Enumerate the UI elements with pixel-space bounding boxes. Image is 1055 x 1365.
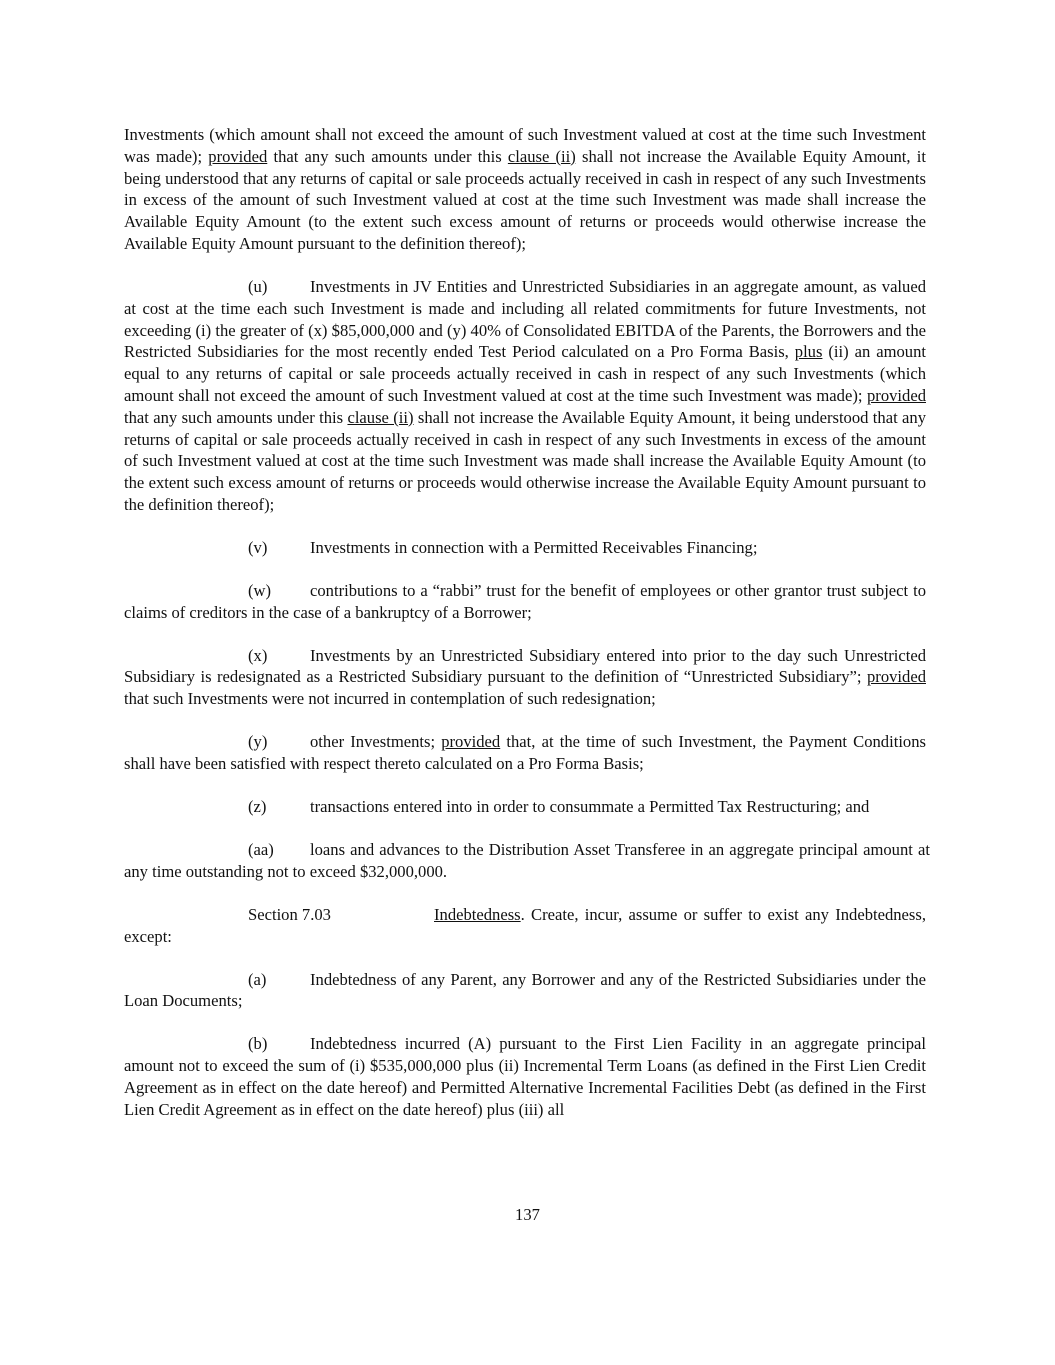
clause-label: (v)	[248, 537, 268, 557]
clause-label: (b)	[248, 1034, 268, 1054]
clause-label: (z)	[248, 797, 267, 817]
clause-w: (w) contributions to a “rabbi” trust for the benefit of employees or other grantor trust subject to claims of creditors in the case of a bankruptcy of a Borrower;	[124, 580, 926, 622]
clause-aa: (aa) loans and advances to the Distribution Asset Transferee in an aggregate principal amount at any time outstanding not to exceed $32,000,000.	[124, 840, 930, 881]
clause-u: (u) Investments in JV Entities and Unrestricted Subsidiaries in an aggregate amount, as valued at cost at the time each such Investment is made and including all related commitments for future Investments, not exceeding (i) the greater of (x) $85,000,000 and (y) 40% of Consolidated EBITDA of the Parents, the Borrowers and the Restricted Subsidiaries for the most recently ended Test Period calculated on a Pro Forma Basis, plus (ii) an amount equal to any returns of capital or sale proceeds actually received in cash in respect of any such Investments (which amount shall not exceed the amount of such Investment valued at cost at the time such Investment was made); provided that any such amounts under this clause (ii) shall not increase the Available Equity Amount, it being understood that any returns of capital or sale proceeds actually received in cash in respect of any such Investments in excess of the amount of such Investment valued at cost at the time such Investment was made shall increase the Available Equity Amount (to the extent such excess amount of returns or proceeds would otherwise increase the Available Equity Amount pursuant to the definition thereof);	[124, 276, 927, 514]
clause-label: (x)	[248, 645, 268, 665]
paragraph-continuation: Investments (which amount shall not exceed the amount of such Investment valued at cost at the time such Investment was made); provided that any such amounts under this clause (ii) shall not increase the Available Equity Amount, it being understood that any returns of capital or sale proceeds actually received in cash in respect of any such Investments in excess of the amount of such Investment valued at cost at the time such Investment was made shall increase the Available Equity Amount (to the extent such excess amount of returns or proceeds would otherwise increase the Available Equity Amount pursuant to the definition thereof);	[124, 125, 926, 253]
clause-x: (x) Investments by an Unrestricted Subsidiary entered into prior to the day such Unrestricted Subsidiary is redesignated as a Restricted Subsidiary pursuant to the definition of “Unrestricted Subsidiary”; provided that such Investments were not incurred in contemplation of such redesignation;	[124, 645, 926, 709]
underlined-term: clause (ii)	[507, 146, 576, 166]
document-page	[124, 124, 930, 1142]
clause-y: (y) other Investments; provided that, at the time of such Investment, the Payment Conditions shall have been satisfied with respect thereto calculated on a Pro Forma Basis;	[124, 732, 926, 774]
underlined-term: provided	[867, 385, 926, 405]
clause-label: (w)	[248, 580, 272, 600]
underlined-term: provided	[441, 732, 501, 752]
clause-label: (aa)	[248, 840, 274, 860]
clause-label: (y)	[248, 732, 268, 752]
clause-v: (v) Investments in connection with a Permitted Receivables Financing;	[248, 537, 758, 557]
clause-a: (a) Indebtedness of any Parent, any Borrower and any of the Restricted Subsidiaries under the Loan Documents;	[124, 969, 926, 1011]
clause-z: (z) transactions entered into in order to consummate a Permitted Tax Restructuring; and	[248, 797, 870, 817]
clause-label: (u)	[248, 276, 268, 296]
clause-label: (a)	[248, 969, 267, 989]
section-label: Section 7.03	[248, 904, 331, 924]
page-number: 137	[515, 1205, 540, 1224]
underlined-term: provided	[867, 667, 926, 687]
section-7-03-heading: Section 7.03 Indebtedness. Create, incur, assume or suffer to exist any Indebtedness, except:	[124, 904, 926, 946]
underlined-term: plus	[794, 342, 823, 362]
underlined-term: clause (ii)	[347, 407, 414, 427]
section-title: Indebtedness	[434, 904, 521, 924]
underlined-term: provided	[208, 146, 268, 166]
clause-b: (b) Indebtedness incurred (A) pursuant to the First Lien Facility in an aggregate principal amount not to exceed the sum of (i) $535,000,000 plus (ii) Incremental Term Loans (as defined in the First Lien Credit Agreement as in effect on the date hereof) and Permitted Alternative Incremental Facilities Debt (as defined in the First Lien Credit Agreement as in effect on the date hereof) plus (iii) all	[124, 1034, 926, 1119]
